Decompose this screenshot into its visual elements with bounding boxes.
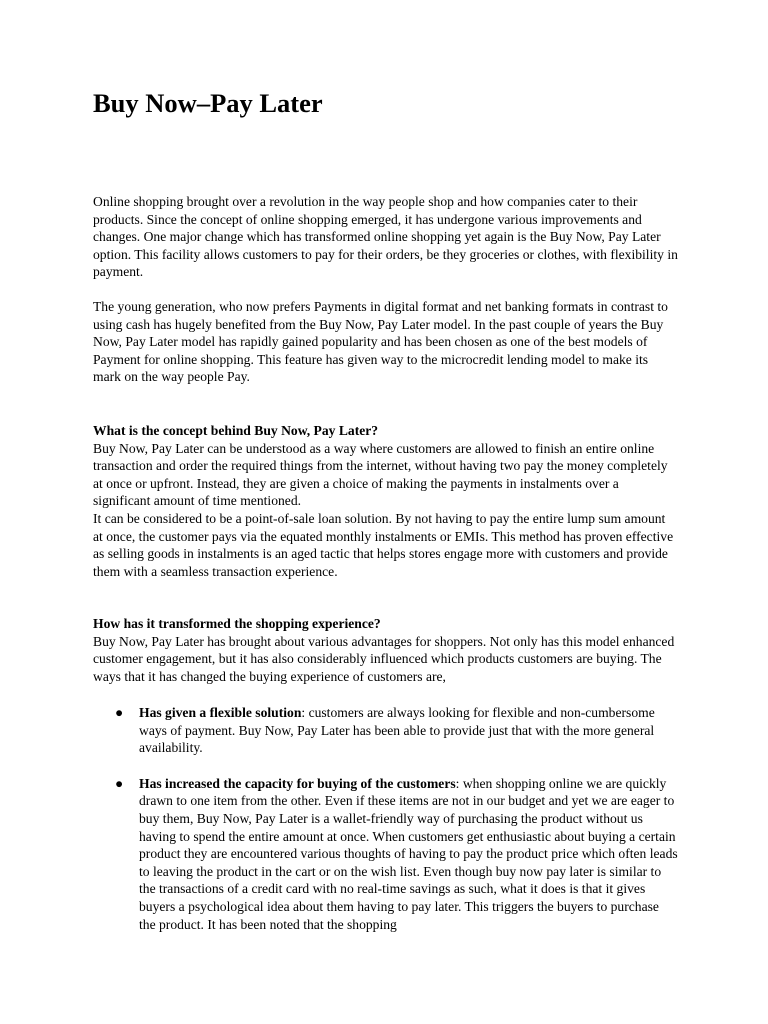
intro-paragraph-1-text: Online shopping brought over a revolution in the way people shop and how companies cater to their products. Since the concept of online shopping emerged, it has undergone various improvements and changes. One major change which has transformed online shopping yet again is the Buy Now, Pay Later option. This facility allows customers to pay for their orders, be they groceries or clothes, with flexibility in payment.	[93, 194, 678, 280]
advantages-list	[93, 704, 678, 933]
intro-paragraph-1	[93, 193, 678, 281]
section-concept-heading: What is the concept behind Buy Now, Pay Later?	[93, 423, 379, 438]
section-concept-paragraph-2: It can be considered to be a point-of-sale loan solution. By not having to pay the entire lump sum amount at once, the customer pays via the equated monthly instalments or EMIs. This method has proven effective as selling goods in instalments is an aged tactic that helps stores engage more with customers and provide them with a seamless transaction experience.	[93, 510, 674, 579]
section-transformation	[93, 615, 678, 685]
section-transformation-heading: How has it transformed the shopping experience?	[93, 616, 381, 631]
document-title: Buy Now–Pay Later	[93, 88, 323, 118]
list-item	[93, 704, 678, 757]
bullet-icon: ●	[115, 775, 124, 791]
list-item-bold-lead: Has given a flexible solution	[139, 705, 302, 720]
intro-paragraph-2-text: The young generation, who now prefers Payments in digital format and net banking formats in contrast to using cash has hugely benefited from the Buy Now, Pay Later model. In the past couple of years the Buy Now, Pay Later model has rapidly gained popularity and has been chosen as one of the best models of Payment for online shopping. This feature has given way to the microcredit lending model to make its mark on the way people Pay.	[93, 299, 668, 385]
intro-paragraph-2	[93, 298, 678, 386]
list-item-text: : when shopping online we are quickly drawn to one item from the other. Even if these items are not in our budget and yet we are eager to buy them, Buy Now, Pay Later is a wallet-friendly way of purchasing the product without us having to spend the entire amount at once. When customers get enthusiastic about buying a certain product they are encountered various thoughts of having to pay the product price which often leads to leaving the product in the cart or on the wish list. Even though buy now pay later is similar to the transactions of a credit card with no real-time savings as such, what it does is that it gives buyers a psychological idea about them having to pay later. This triggers the buyers to purchase the product. It has been noted that the shopping	[139, 775, 678, 932]
list-item-text: : customers are always looking for flexible and non-cumbersome ways of payment. Buy Now, Pay Later has been able to provide just that with the more general availability.	[139, 705, 655, 756]
bullet-icon: ●	[115, 705, 124, 720]
list-item-bold-lead: Has increased the capacity for buying of the customers	[139, 775, 456, 791]
section-concept-paragraph-1: Buy Now, Pay Later can be understood as a way where customers are allowed to finish an entire online transaction and order the required things from the internet, without having two pay the money completely at once or upfront. Instead, they are given a choice of making the payments in instalments over a significant amount of time mentioned.	[93, 440, 668, 509]
section-transformation-paragraph: Buy Now, Pay Later has brought about various advantages for shoppers. Not only has this model enhanced customer engagement, but it has also considerably influenced which products customers are buying. The ways that it has changed the buying experience of customers are,	[93, 633, 675, 684]
list-item	[93, 775, 678, 933]
section-concept	[93, 422, 678, 580]
